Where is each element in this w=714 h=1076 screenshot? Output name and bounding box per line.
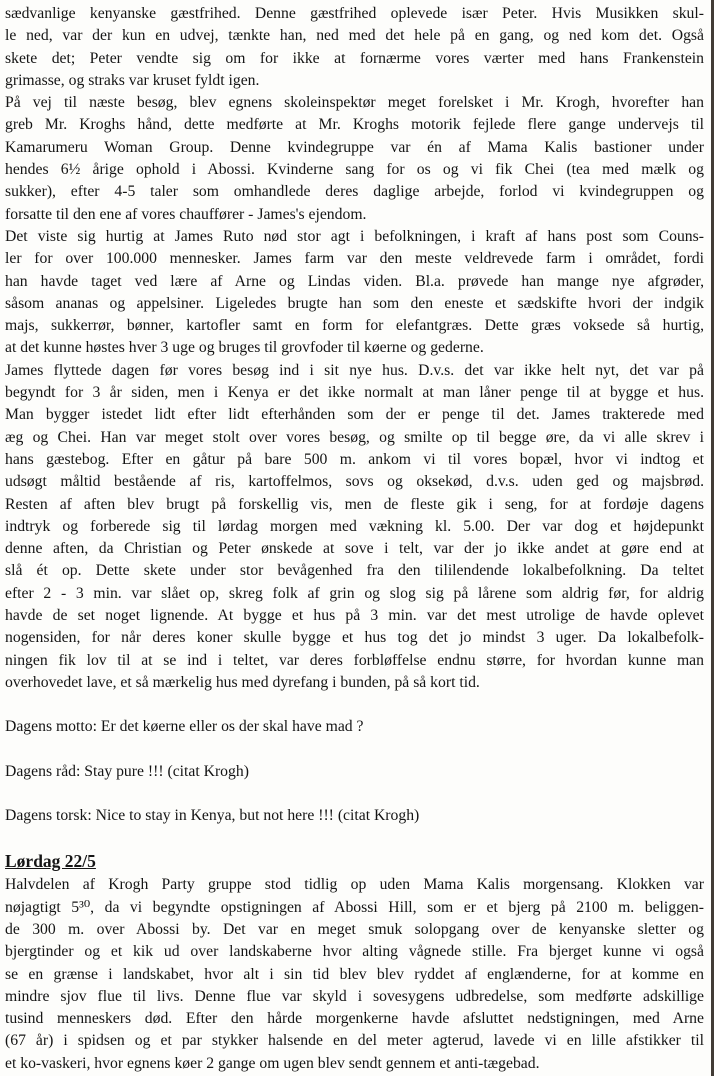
paragraph bbox=[5, 360, 704, 694]
text-line: sukker), efter 4-5 taler som omhandlede deres daglige arbejde, forlod vi kvindegruppen og bbox=[5, 183, 704, 201]
text-line: James flyttede dagen før vores besøg ind i sit nye hus. D.v.s. det var ikke helt nyt, det var på bbox=[5, 361, 704, 379]
text-line: se en grænse i landskabet, hvor alt i sin tid blev blev ryddet af englænderne, for at komme en bbox=[5, 965, 704, 983]
text-line: Dagens torsk: Nice to stay in Kenya, but not here !!! (citat Krogh) bbox=[5, 806, 420, 824]
text-line: Dagens motto: Er det køerne eller os der skal have mad ? bbox=[5, 718, 364, 736]
heading-text: Lørdag 22/5 bbox=[5, 851, 96, 872]
text-line: efter 2 - 3 min. var slået op, skreg folk af grin og slog sig på lårene som aldrig før, for aldrig bbox=[5, 584, 704, 602]
text-line: forsatte til den ene af vores chauffører - James's ejendom. bbox=[5, 205, 367, 223]
text-line: hans gæstebog. Efter en gåtur på bare 500 m. ankom vi til vores bopæl, hvor vi indtog et bbox=[5, 450, 704, 468]
text-line: le ned, var der kun en udvej, tænkte han, ned med det hele på en gang, og ned kom det. Også bbox=[5, 27, 704, 45]
text-line: han havde taget ved lære af Arne og Lindas viden. Bl.a. prøvede han mange nye afgrøder, bbox=[5, 272, 704, 290]
note-line bbox=[5, 761, 704, 783]
text-line: Halvdelen af Krogh Party gruppe stod tidlig op uden Mama Kalis morgensang. Klokken var bbox=[5, 876, 704, 894]
text-line: ler for over 100.000 mennesker. James farm var den meste veldrevede farm i området, fordi bbox=[5, 250, 704, 268]
note-line bbox=[5, 805, 704, 827]
paragraph bbox=[5, 3, 704, 92]
text-line: overhovedet lave, et så mærkelig hus med dyrefang i bunden, på så kort tid. bbox=[5, 673, 480, 691]
paragraph bbox=[5, 226, 704, 360]
text-line: de 300 m. over Abossi by. Det var en meget smuk solopgang over de kenyanske sletter og bbox=[5, 920, 704, 938]
text-line: begyndt for 3 år siden, men i Kenya er det ikke normalt at man låner penge til at bygge et hus. bbox=[5, 384, 704, 402]
paragraph bbox=[5, 92, 704, 226]
text-line: hendes 6½ årige ophold i Abossi. Kvinderne sang for os og vi fik Chei (tea med mælk og bbox=[5, 161, 704, 179]
text-line: indtryk og forberede sig til lørdag morgen med vækning kl. 5.00. Der var dog et højdepunkt bbox=[5, 517, 704, 535]
text-line: majs, sukkerrør, bønner, kartofler samt en form for elefantgræs. Dette græs voksede så hurtig, bbox=[5, 317, 704, 335]
text-line: denne aften, da Christian og Peter ønskede at sove i telt, var der jo ikke andet at gøre end at bbox=[5, 540, 704, 558]
text-line: skete det; Peter vendte sig om for ikke at fornærme vores værter med hans Frankenstein bbox=[5, 49, 704, 67]
document-text bbox=[5, 3, 704, 1075]
text-line: udsøgt måltid bestående af ris, kartoffelmos, sovs og oksekød, d.v.s. uden ged og majsbrød. bbox=[5, 473, 704, 491]
text-line: ningen fik lov til at se ind i teltet, var deres forbløffelse endnu større, for hvordan kunne man bbox=[5, 651, 704, 669]
text-line: Kamarumeru Woman Group. Denne kvindegruppe var én af Mama Kalis bastioner under bbox=[5, 138, 704, 156]
note-line bbox=[5, 716, 704, 738]
text-line: slå ét op. Dette skete under stor bevågenhed fra den tililendende lokalbefolkning. Da teltet bbox=[5, 562, 704, 580]
paragraph bbox=[5, 874, 704, 1075]
text-line: (67 år) i spidsen og et par stykker halsende en del meter agterud, lavede vi en lille afstikker til bbox=[5, 1032, 704, 1050]
text-line: Resten af aften blev brugt på forskellig vis, men de fleste gik i seng, for at fordøje dagens bbox=[5, 495, 704, 513]
text-line: æg og Chei. Han var meget stolt over vores besøg, og smilte op til begge øre, da vi alle skrev i bbox=[5, 428, 704, 446]
text-line: et ko-vaskeri, hvor egnens køer 2 gange om ugen blev sendt gennem et anti-tægebad. bbox=[5, 1054, 540, 1072]
text-line: grimasse, og straks var kruset fyldt igen. bbox=[5, 71, 260, 89]
text-line: tusind menneskers død. Efter den hårde morgenkerne havde afsluttet nedstigningen, med Arne bbox=[5, 1010, 704, 1028]
text-line: bjergtinder og et kik ud over landskaberne hvor alting vågnede stille. Fra bjerget kunne vi også bbox=[5, 943, 704, 961]
text-line: Det viste sig hurtig at James Ruto nød stor agt i befolkningen, i kraft af hans post som Couns- bbox=[5, 227, 704, 245]
text-line: På vej til næste besøg, blev egnens skoleinspektør meget forelsket i Mr. Krogh, hvorefter han bbox=[5, 94, 704, 112]
text-line: såsom ananas og appelsiner. Ligeledes brugte han som den eneste et sædskifte hvori der indgik bbox=[5, 294, 704, 312]
text-line: Man bygger istedet lidt efter lidt efterhånden som der er penge til det. James trakterede med bbox=[5, 406, 704, 424]
text-line: sædvanlige kenyanske gæstfrihed. Denne gæstfrihed oplevede især Peter. Hvis Musikken skul- bbox=[5, 5, 704, 22]
text-line: at det kunne høstes hver 3 uge og bruges til grovfoder til køerne og gederne. bbox=[5, 339, 484, 357]
text-line: Dagens råd: Stay pure !!! (citat Krogh) bbox=[5, 762, 249, 780]
text-line: mindre sjov flue til livs. Denne flue var skyld i sovesygens udbredelse, som medførte adskillige bbox=[5, 987, 704, 1005]
section-heading bbox=[5, 850, 704, 872]
text-line: nøjagtigt 5³⁰, da vi begyndte opstigningen af Abossi Hill, som er et bjerg på 2100 m. beliggen- bbox=[5, 898, 704, 916]
text-line: nogensiden, for når deres koner skulle bygge et hus tog det jo mindst 3 uger. Da lokalbefolk- bbox=[5, 629, 704, 647]
text-line: havde de set noget lignende. At bygge et hus på 3 min. var det mest utrolige de havde oplevet bbox=[5, 607, 704, 625]
text-line: greb Mr. Kroghs hånd, dette medførte at Mr. Kroghs motorik fejlede flere gange undervejs til bbox=[5, 116, 704, 134]
